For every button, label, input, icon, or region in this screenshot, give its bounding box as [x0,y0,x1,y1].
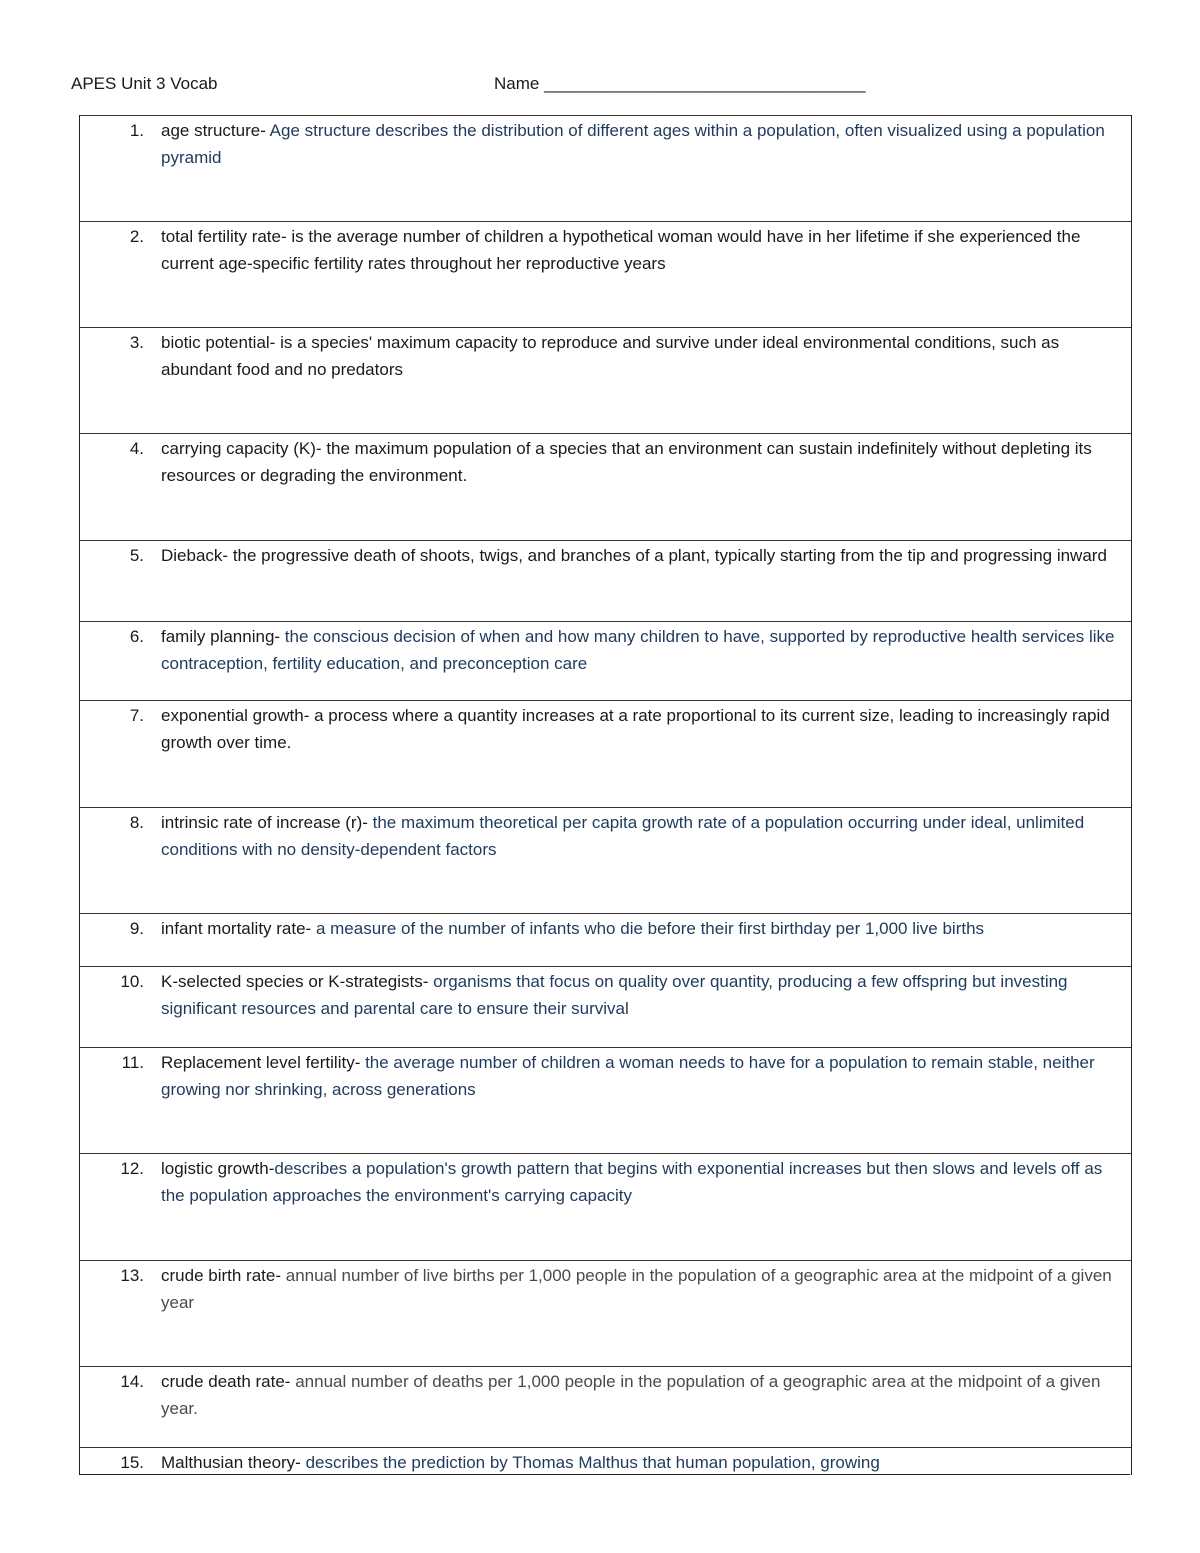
item-text [161,1262,1116,1316]
vocab-definition: the maximum population of a species that an environment can sustain indefinitely without depleting its resources or degrading the environment. [161,439,1092,485]
item-number: 11. [121,1053,144,1072]
item-number: 13. [120,1266,144,1285]
item-text [161,1368,1116,1422]
vocab-term: intrinsic rate of increase (r)- [161,813,373,832]
vocab-term: Replacement level fertility- [161,1053,366,1072]
vocab-term: crude birth rate- [161,1266,286,1285]
vocab-definition: Age structure describes the distribution of different ages within a population, often visualized using a population pyramid [161,121,1105,167]
item-text [161,915,1116,942]
item-number: 5. [129,546,144,565]
vocab-sheet [79,115,1132,1475]
vocab-definition: annual number of live births per 1,000 people in the population of a geographic area at the midpoint of a given year [161,1266,1112,1312]
item-number: 7. [129,706,144,725]
vocab-definition: the conscious decision of when and how many children to have, supported by reproductive health services like contraception, fertility education, and preconception care [161,627,1115,673]
item-text [161,702,1116,756]
document-title: APES Unit 3 Vocab [71,74,218,93]
vocab-definition: a measure of the number of infants who die before their first birthday per 1,000 live births [315,919,985,938]
item-number: 10. [120,972,144,991]
row-divider [80,1447,1131,1448]
item-text [161,117,1116,171]
page-header [71,74,1140,98]
item-number: 8. [129,813,144,832]
vocab-definition: a process where a quantity increases at a rate proportional to its current size, leading to increasingly rapid growth over time. [161,706,1110,752]
vocab-term: Malthusian theory- [161,1453,306,1472]
item-text [161,809,1116,863]
item-number: 12. [120,1159,144,1178]
row-divider [80,1260,1131,1261]
row-divider [80,1366,1131,1367]
item-text [161,1449,1116,1476]
item-text [161,223,1116,277]
row-divider [80,433,1131,434]
vocab-term: age structure- [161,121,270,140]
row-divider [80,621,1131,622]
vocab-definition: is the average number of children a hypothetical woman would have in her lifetime if she experienced the current age-specific fertility rates throughout her reproductive years [161,227,1081,273]
vocab-definition: is a species' maximum capacity to reproduce and survive under ideal environmental conditions, such as abundant food and no predators [161,333,1060,379]
row-divider [80,700,1131,701]
vocab-term: logistic growth- [161,1159,275,1178]
row-divider [80,1047,1131,1048]
vocab-term: total fertility rate- [161,227,292,246]
vocab-definition: organisms that focus on quality over quantity, producing a few offspring but investing significant resources and parental care to ensure their survival [161,972,1068,1018]
item-number: 4. [129,439,144,458]
item-number: 15. [120,1453,144,1472]
row-divider [80,540,1131,541]
item-text [161,435,1116,489]
item-number: 1. [129,121,144,140]
vocab-term: Dieback- [161,546,233,565]
vocab-term: infant mortality rate- [161,919,316,938]
vocab-term: K-selected species or K-strategists- [161,972,434,991]
vocab-definition: describes the prediction by Thomas Malthus that human population, growing [305,1453,880,1472]
item-text [161,542,1116,569]
vocab-term: family planning- [161,627,285,646]
row-divider [80,115,1131,116]
row-divider [80,913,1131,914]
vocab-definition: annual number of deaths per 1,000 people in the population of a geographic area at the midpoint of a given year. [161,1372,1101,1418]
item-number: 6. [129,627,144,646]
item-text [161,623,1116,677]
row-divider [80,1153,1131,1154]
row-divider [80,327,1131,328]
vocab-term: exponential growth- [161,706,315,725]
item-number: 3. [129,333,144,352]
vocab-definition: the maximum theoretical per capita growth rate of a population occurring under ideal, unlimited conditions with no density-dependent factors [161,813,1085,859]
item-number: 2. [129,227,144,246]
row-divider [80,966,1131,967]
vocab-term: biotic potential- [161,333,281,352]
row-divider [80,221,1131,222]
item-text [161,329,1116,383]
item-number: 14. [120,1372,144,1391]
sheet-bottom-border [79,1474,1130,1475]
item-text [161,1049,1116,1103]
vocab-definition: the progressive death of shoots, twigs, and branches of a plant, typically starting from the tip and progressing inward [232,546,1107,565]
vocab-definition: describes a population's growth pattern that begins with exponential increases but then slows and levels off as the population approaches the environment's carrying capacity [161,1159,1103,1205]
row-divider [80,807,1131,808]
vocab-term: crude death rate- [161,1372,296,1391]
vocab-term: carrying capacity (K)- [161,439,327,458]
item-number: 9. [129,919,144,938]
vocab-definition: the average number of children a woman needs to have for a population to remain stable, neither growing nor shrinking, across generations [161,1053,1095,1099]
name-field[interactable]: Name __________________________________ [494,74,866,93]
item-text [161,1155,1116,1209]
item-text [161,968,1116,1022]
